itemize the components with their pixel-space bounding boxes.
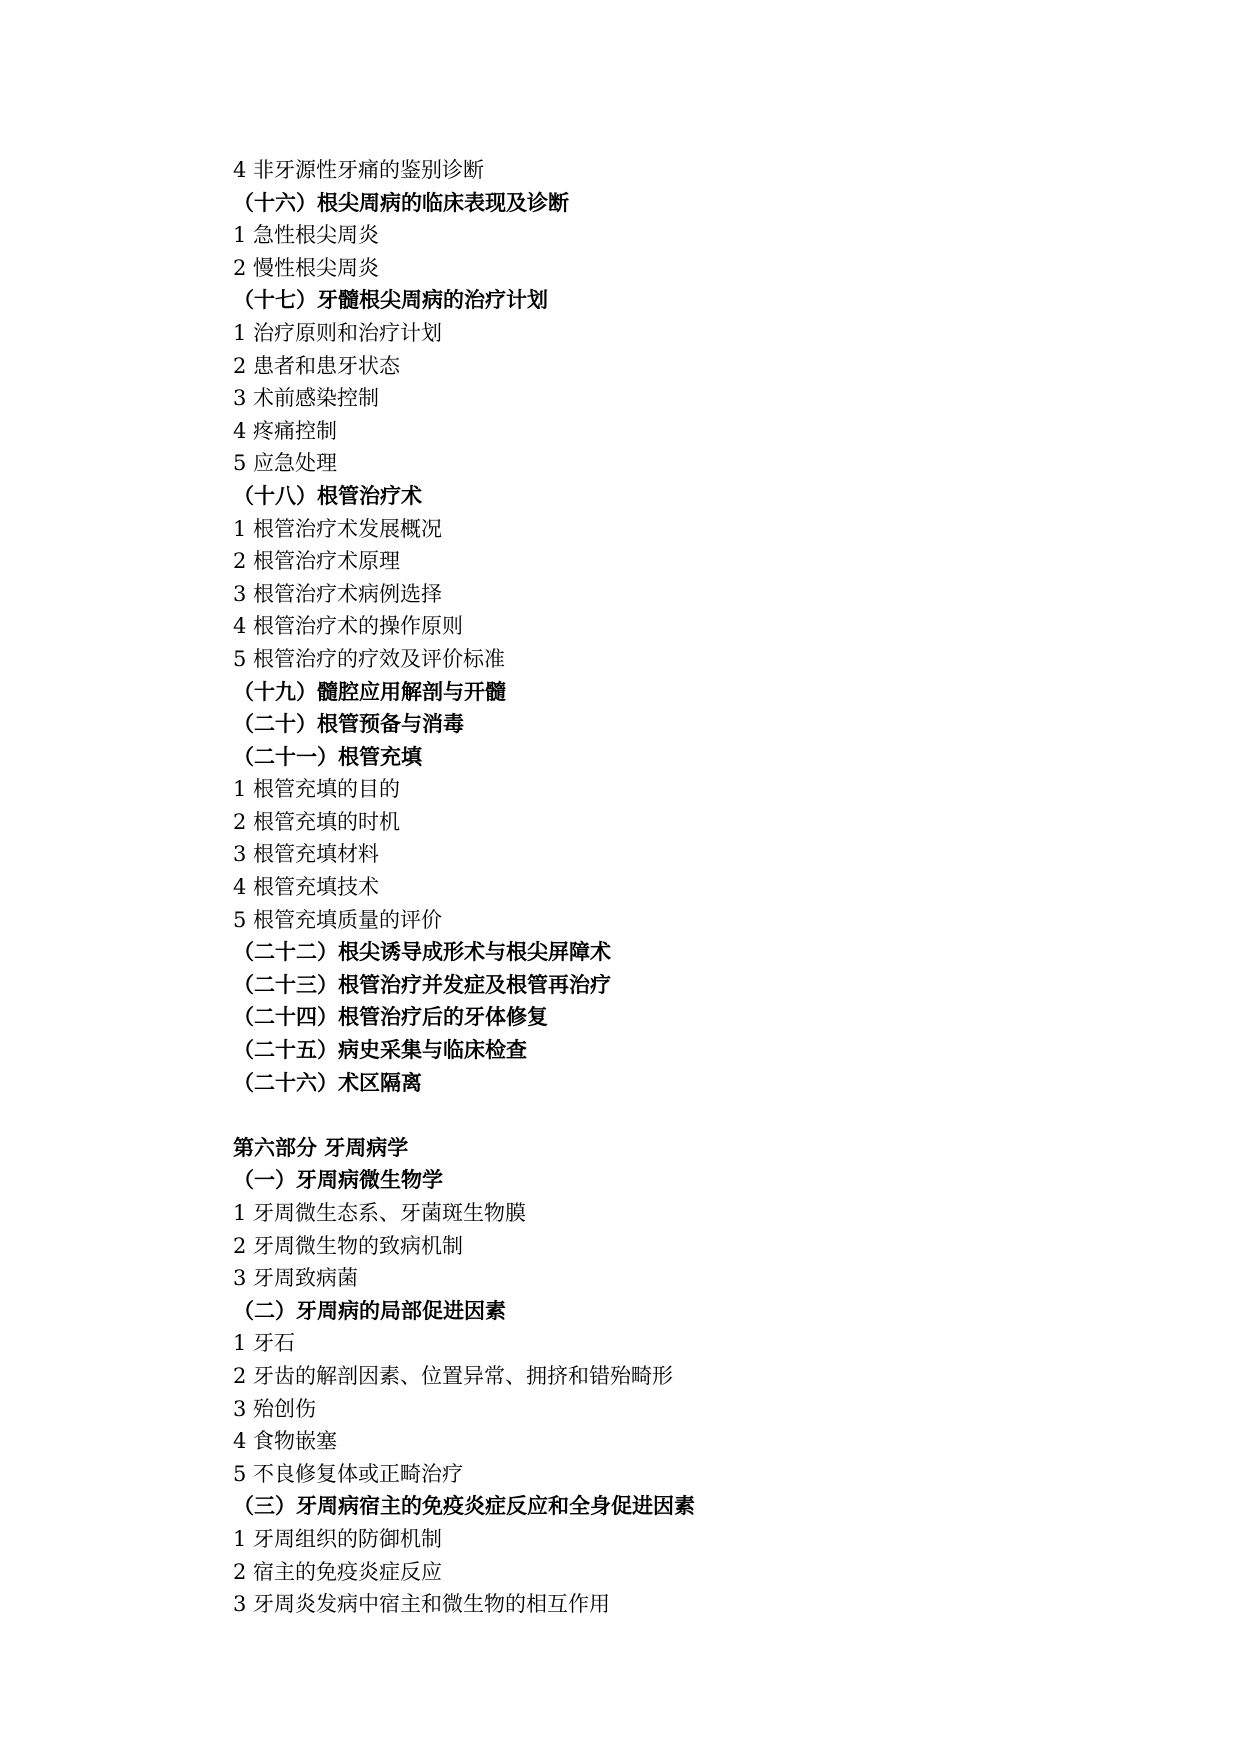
section-heading: （二十）根管预备与消毒 [233,711,464,737]
list-item: 2 根管治疗术原理 [233,549,401,574]
list-item: 4 疼痛控制 [233,418,338,443]
list-item: 5 根管充填质量的评价 [233,907,443,932]
document-body [233,154,695,1621]
list-item: 2 宿主的免疫炎症反应 [233,1559,443,1584]
list-item: 2 根管充填的时机 [233,809,401,834]
list-item: 5 根管治疗的疗效及评价标准 [233,646,506,671]
section-heading: （十九）髓腔应用解剖与开髓 [233,678,506,704]
list-item: 1 急性根尖周炎 [233,223,380,248]
list-item: 1 根管充填的目的 [233,777,401,802]
list-item: 2 慢性根尖周炎 [233,255,380,280]
section-heading: （十八）根管治疗术 [233,482,422,508]
section-heading: （二十一）根管充填 [233,743,422,769]
section-heading: （十七）牙髓根尖周病的治疗计划 [233,287,548,313]
list-item: 1 牙石 [233,1331,296,1356]
section-heading: （二十二）根尖诱导成形术与根尖屏障术 [233,939,611,965]
section-heading: 第六部分 牙周病学 [233,1134,409,1160]
list-item: 3 根管治疗术病例选择 [233,581,443,606]
list-item: 2 牙周微生物的致病机制 [233,1233,464,1258]
section-heading: （一）牙周病微生物学 [233,1167,443,1193]
section-heading: （二十三）根管治疗并发症及根管再治疗 [233,971,611,997]
list-item: 4 根管治疗术的操作原则 [233,614,464,639]
list-item: 2 患者和患牙状态 [233,353,401,378]
list-item: 3 牙周炎发病中宿主和微生物的相互作用 [233,1592,611,1617]
blank-line [233,1099,695,1132]
list-item: 4 食物嵌塞 [233,1429,338,1454]
section-heading: （二十四）根管治疗后的牙体修复 [233,1004,548,1030]
list-item: 5 应急处理 [233,451,338,476]
list-item: 3 根管充填材料 [233,842,380,867]
list-item: 3 殆创伤 [233,1396,317,1421]
section-heading: （二）牙周病的局部促进因素 [233,1297,506,1323]
list-item: 3 术前感染控制 [233,386,380,411]
section-heading: （二十五）病史采集与临床检查 [233,1037,527,1063]
section-heading: （十六）根尖周病的临床表现及诊断 [233,189,569,215]
list-item: 2 牙齿的解剖因素、位置异常、拥挤和错殆畸形 [233,1363,674,1388]
list-item: 1 牙周微生态系、牙菌斑生物膜 [233,1201,527,1225]
list-item: 1 根管治疗术发展概况 [233,516,443,541]
list-item: 1 治疗原则和治疗计划 [233,320,443,345]
section-heading: （二十六）术区隔离 [233,1069,422,1095]
list-item: 4 根管充填技术 [233,875,380,900]
list-item: 3 牙周致病菌 [233,1266,359,1291]
list-item: 4 非牙源性牙痛的鉴别诊断 [233,158,485,182]
list-item: 1 牙周组织的防御机制 [233,1526,443,1551]
section-heading: （三）牙周病宿主的免疫炎症反应和全身促进因素 [233,1493,695,1519]
list-item: 5 不良修复体或正畸治疗 [233,1461,464,1486]
